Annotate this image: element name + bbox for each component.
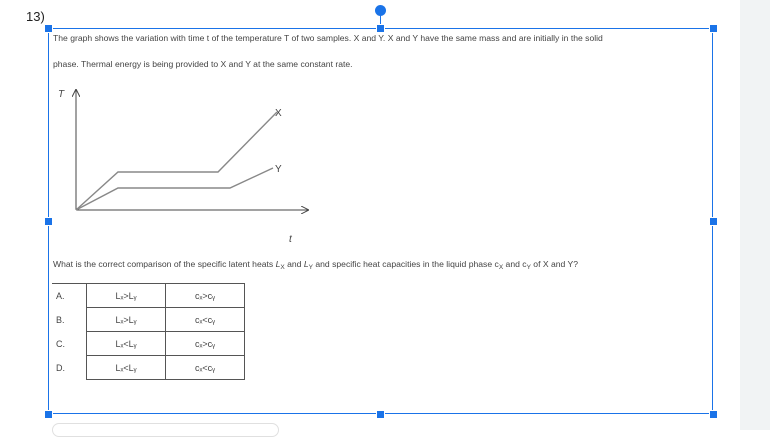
- resize-handle-bottom-left[interactable]: [44, 410, 53, 419]
- question-number: 13): [26, 9, 45, 24]
- curve-y-label: Y: [275, 164, 282, 175]
- right-side-panel: [740, 0, 770, 430]
- resize-handle-bottom-right[interactable]: [709, 410, 718, 419]
- latent-heat-comparison: Lₓ<Lᵧ: [87, 356, 166, 380]
- option-letter: A.: [52, 284, 87, 308]
- image-selection-box[interactable]: [48, 28, 713, 414]
- resize-handle-right[interactable]: [709, 217, 718, 226]
- resize-handle-bottom[interactable]: [376, 410, 385, 419]
- resize-handle-top-left[interactable]: [44, 24, 53, 33]
- y-axis-label: T: [58, 89, 65, 100]
- resize-handle-top[interactable]: [376, 24, 385, 33]
- heat-capacity-comparison: cₓ<cᵧ: [166, 308, 245, 332]
- curve-x-label: X: [275, 108, 282, 119]
- heat-capacity-comparison: cₓ>cᵧ: [166, 284, 245, 308]
- latent-heat-comparison: Lₓ<Lᵧ: [87, 332, 166, 356]
- rotate-handle[interactable]: [375, 5, 386, 16]
- heat-capacity-comparison: cₓ<cᵧ: [166, 356, 245, 380]
- latent-heat-comparison: Lₓ>Lᵧ: [87, 284, 166, 308]
- heat-capacity-comparison: cₓ>cᵧ: [166, 332, 245, 356]
- option-letter: D.: [56, 362, 65, 373]
- option-letter: C.: [56, 338, 65, 349]
- resize-handle-top-right[interactable]: [709, 24, 718, 33]
- option-letter: B.: [56, 314, 65, 325]
- question-stem-line1: The graph shows the variation with time t of the temperature T of two samples. X and Y. X and Y have the same mass and are initially in the solid: [53, 33, 603, 43]
- x-axis-label: t: [289, 234, 292, 245]
- latent-heat-comparison: Lₓ>Lᵧ: [87, 308, 166, 332]
- resize-handle-left[interactable]: [44, 217, 53, 226]
- bottom-element[interactable]: [52, 423, 279, 437]
- question-prompt: What is the correct comparison of the specific latent heats $L_X$ and $L_Y$ and specific heat capacities in the liquid phase $c_X$ and $c_Y$ of X and Y?: [53, 259, 579, 271]
- question-stem-line2: phase. Thermal energy is being provided to X and Y at the same constant rate.: [53, 59, 353, 69]
